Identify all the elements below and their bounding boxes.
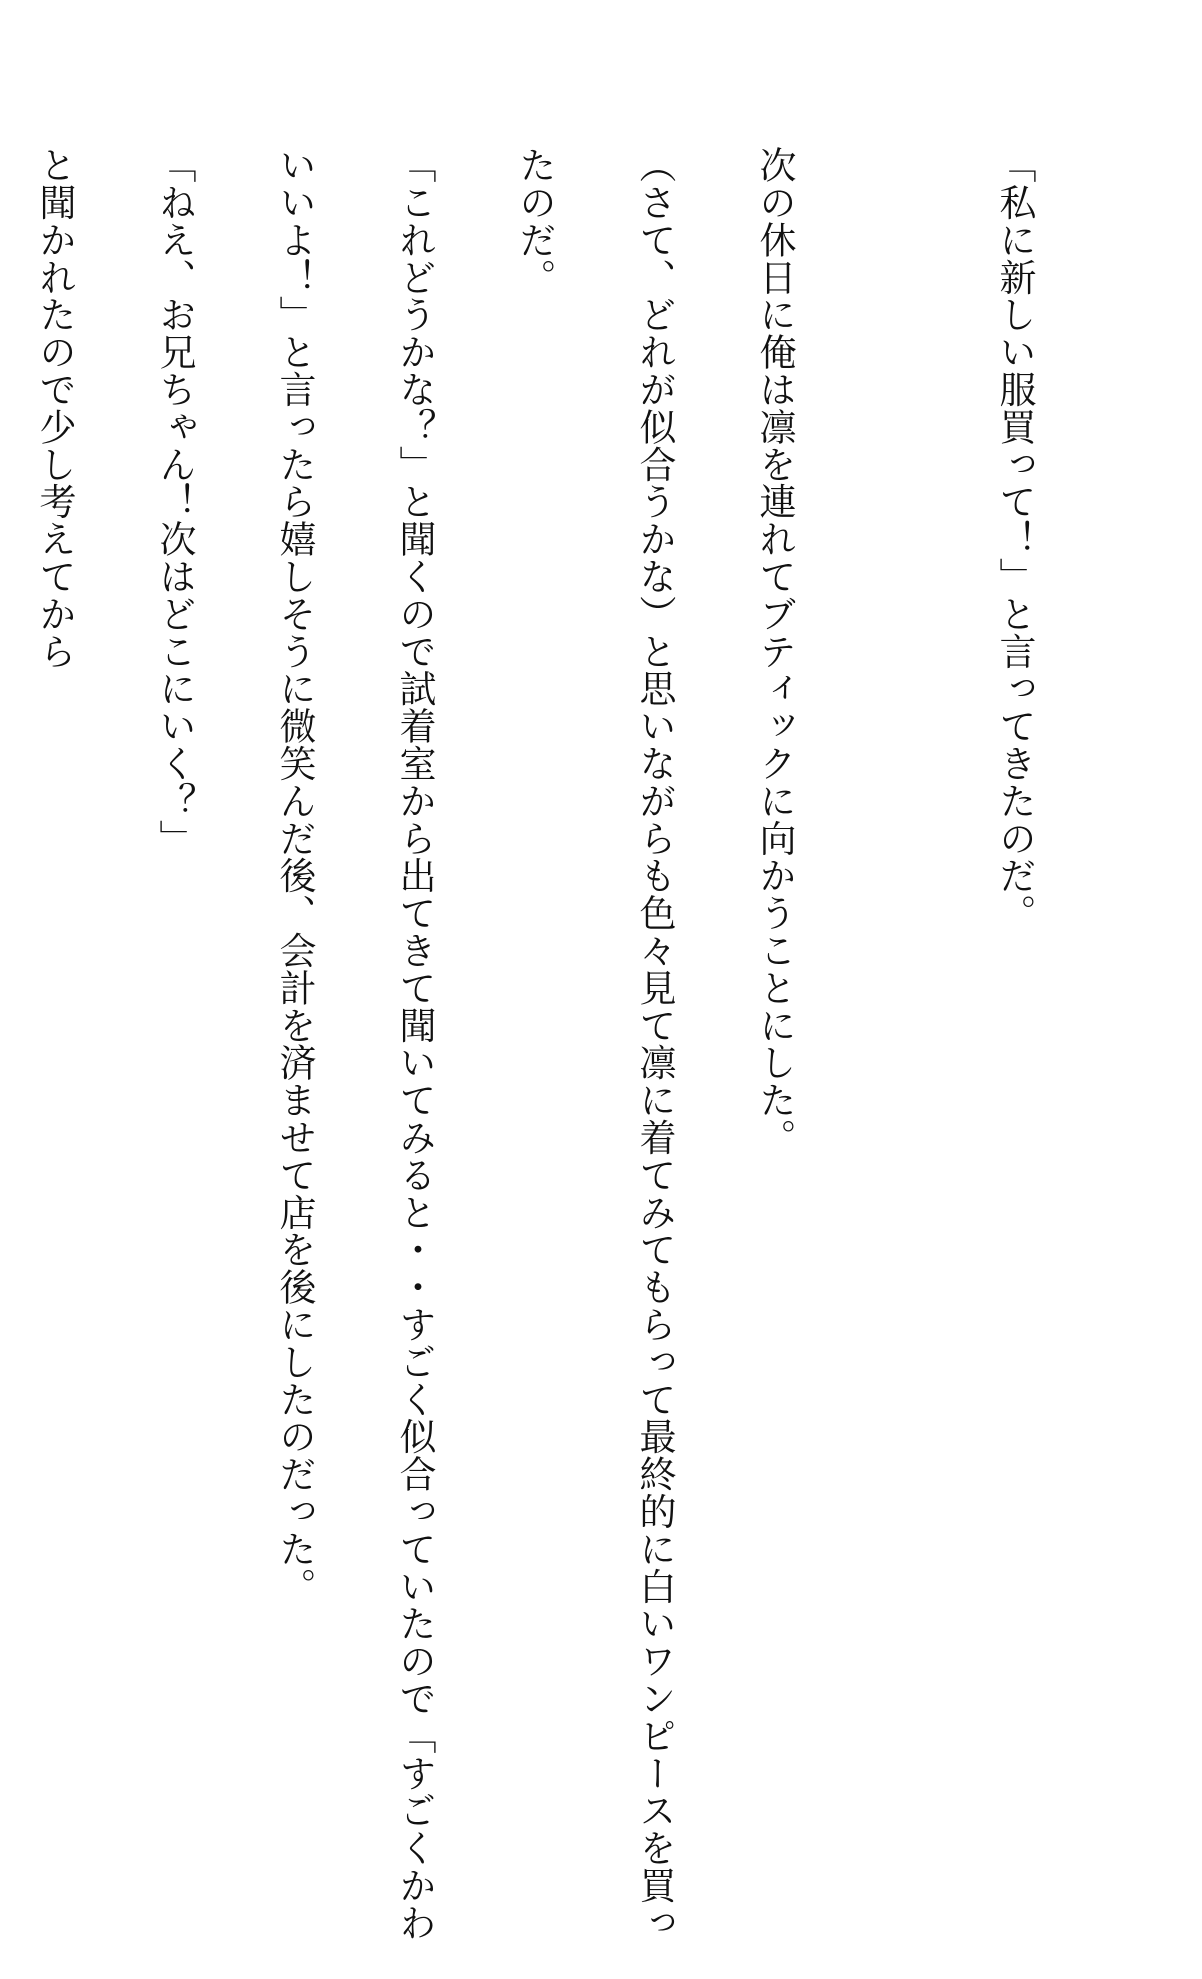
text-line: と聞かれたので少し考えてから <box>33 146 76 670</box>
vertical-text-body <box>33 146 1114 1942</box>
text-line: 「これどうかな？」と聞くので試着室から出てきて聞いてみると・・すごく似合っていたので「すごくかわ <box>393 146 436 1942</box>
text-line: 「私に新しい服買って！」と言ってきたのだ。 <box>993 146 1036 932</box>
text-line: 次の休日に俺は凛を連れてブティックに向かうことにした。 <box>753 146 796 1156</box>
text-line: 「ねえ、お兄ちゃん！次はどこにいく？」 <box>153 146 196 857</box>
text-line: たのだ。 <box>513 146 556 296</box>
text-line: （さて、どれが似合うかな）と思いながらも色々見て凛に着てみてもらって最終的に白いワンピースを買っ <box>633 146 676 1942</box>
text-line: いいよ！」と言ったら嬉しそうに微笑んだ後、会計を済ませて店を後にしたのだった。 <box>273 146 316 1605</box>
blank-line <box>874 146 914 1706</box>
